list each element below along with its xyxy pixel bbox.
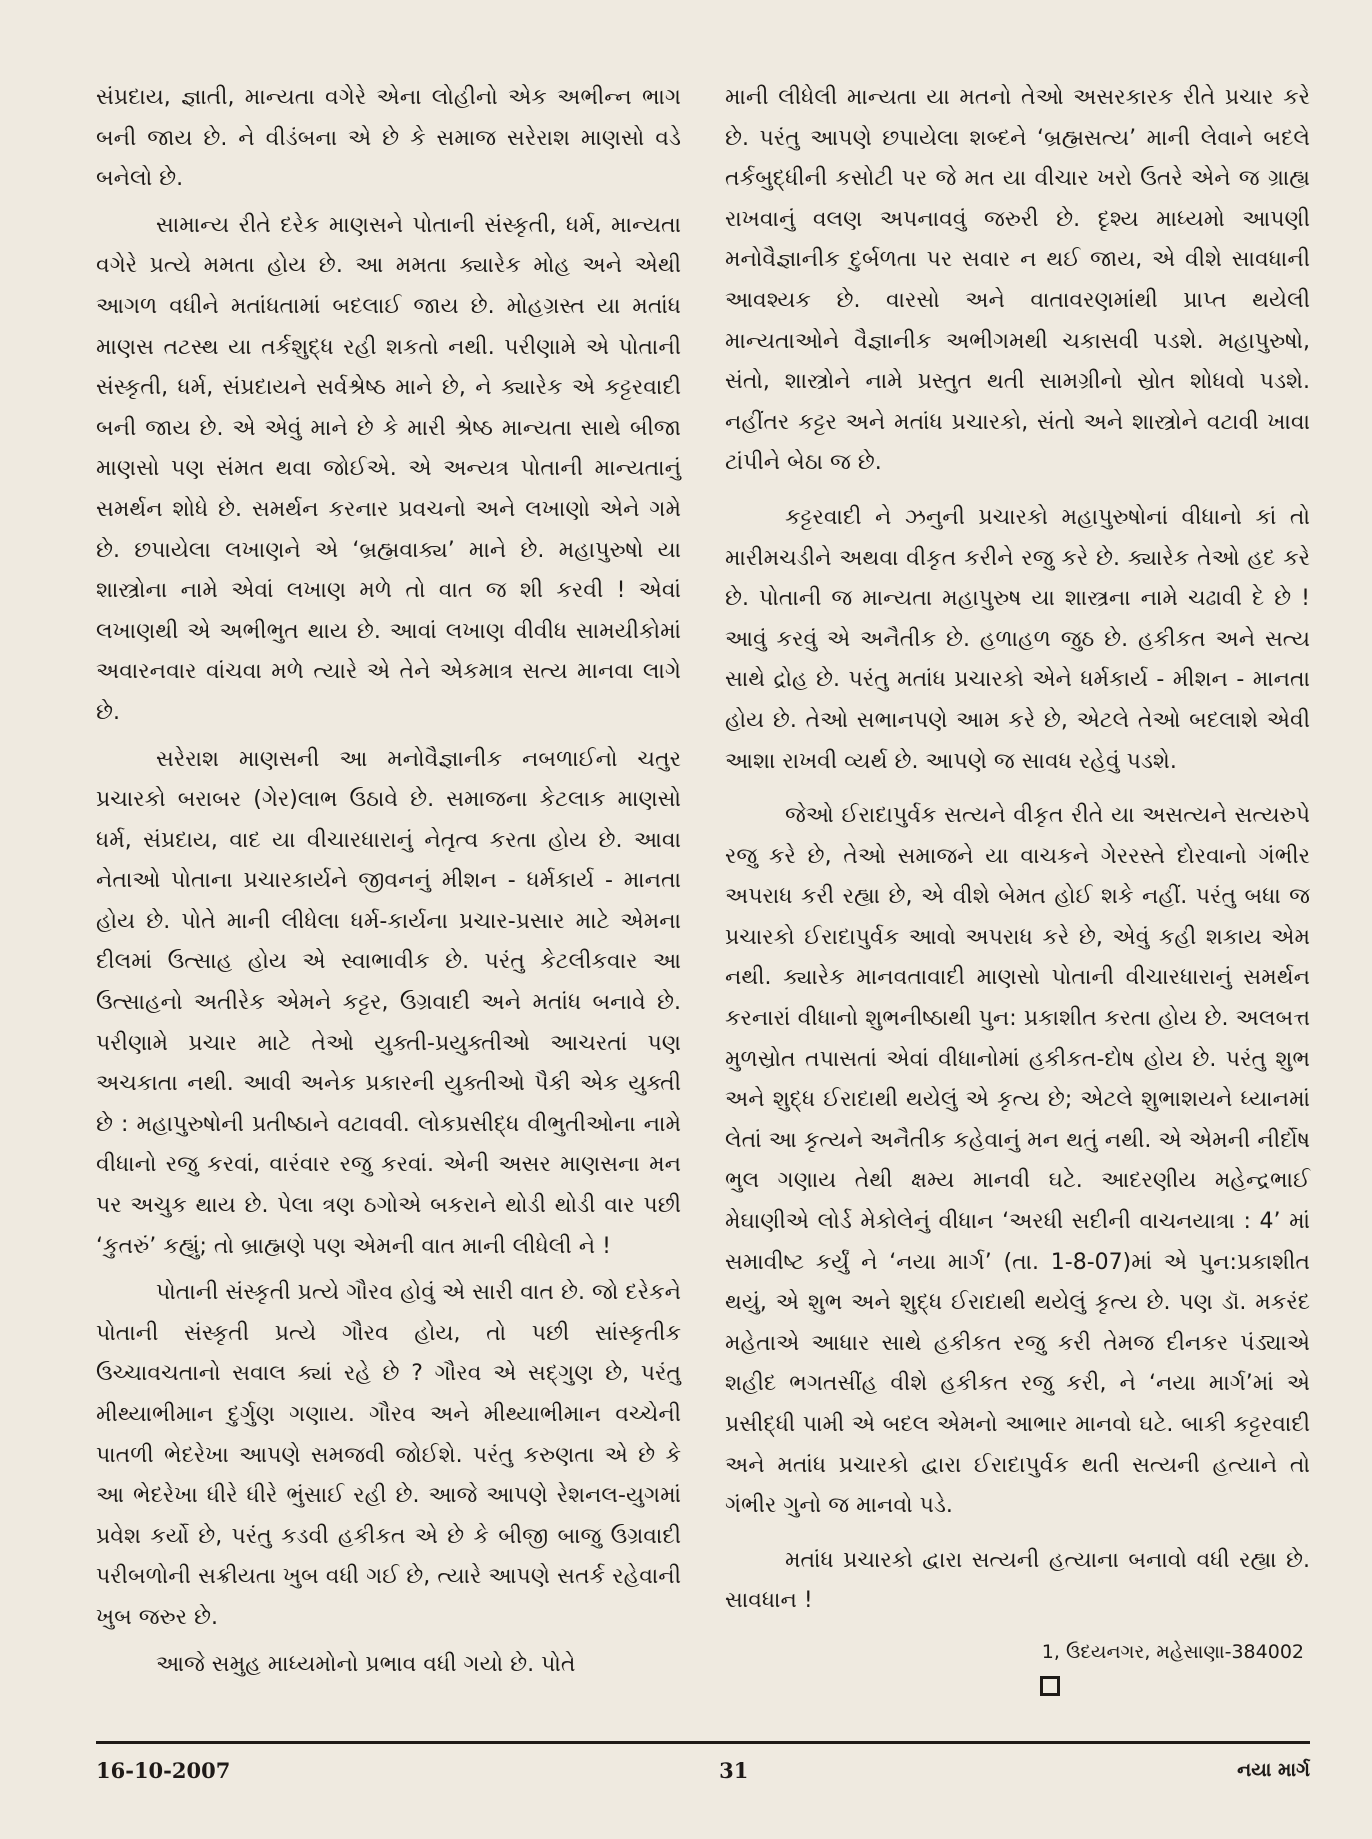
paragraph: સામાન્ય રીતે દરેક માણસને પોતાની સંસ્કૃતી, ધર્મ, માન્યતા વગેરે પ્રત્યે મમતા હોય છે. આ મમતા ક્યારેક મોહ અને એથી આગળ વધીને મતાંધતામાં બદલાઈ જાય છે. મોહગ્રસ્ત યા મતાંધ માણસ તટસ્થ યા તર્કશુદ્ધ રહી શકતો નથી. પરીણામે એ પોતાની સંસ્કૃતી, ધર્મ, સંપ્રદાયને સર્વશ્રેષ્ઠ માને છે, ને ક્યારેક એ કટ્ટરવાદી બની જાય છે. એ એવું માને છે કે મારી શ્રેષ્ઠ માન્યતા સાથે બીજા માણસો પણ સંમત થવા જોઈએ. એ અન્યત્ર પોતાની માન્યતાનું સમર્થન શોધે છે. સમર્થન કરનાર પ્રવચનો અને લખાણો એને ગમે છે. છપાયેલા લખાણને એ ‘બ્રહ્મવાક્ય’ માને છે. મહાપુરુષો યા શાસ્ત્રોના નામે એવાં લખાણ મળે તો વાત જ શી કરવી ! એવાં લખાણથી એ અભીભુત થાય છે. આવાં લખાણ વીવીધ સામયીકોમાં અવારનવાર વાંચવા મળે ત્યારે એ તેને એકમાત્ર સત્ય માનવા લાગે છે. bbox=[96, 212, 681, 725]
issue-date: 16-10-2007 bbox=[96, 1757, 231, 1783]
footer-divider bbox=[96, 1741, 1310, 1744]
author-address: 1, ઉદયનગર, મહેસાણા-384002 bbox=[1041, 1640, 1304, 1663]
paragraph: આજે સમુહ માધ્યમોનો પ્રભાવ વધી ગયો છે. પોતે bbox=[156, 1651, 576, 1677]
paragraph: સંપ્રદાય, જ્ઞાતી, માન્યતા વગેરે એના લોહીનો એક અભીન્ન ભાગ બની જાય છે. ને વીડંબના એ છે કે સમાજ સરેરાશ માણસો વડે બનેલો છે. bbox=[96, 85, 681, 192]
right-column bbox=[725, 78, 1310, 1718]
end-of-article-square-icon bbox=[1040, 1676, 1060, 1696]
paragraph: પોતાની સંસ્કૃતી પ્રત્યે ગૌરવ હોવું એ સારી વાત છે. જો દરેકને પોતાની સંસ્કૃતી પ્રત્યે ગૌરવ હોય, તો પછી સાંસ્કૃતીક ઉચ્ચાવચતાનો સવાલ ક્યાં રહે છે ? ગૌરવ એ સદ્‌ગુણ છે, પરંતુ મીથ્યાભીમાન દુર્ગુણ ગણાય. ગૌરવ અને મીથ્યાભીમાન વચ્ચેની પાતળી ભેદરેખા આપણે સમજવી જોઈશે. પરંતુ કરુણતા એ છે કે આ ભેદરેખા ધીરે ધીરે ભુંસાઈ રહી છે. આજે આપણે રેશનલ-યુગમાં પ્રવેશ કર્યો છે, પરંતુ કડવી હકીકત એ છે કે બીજી બાજુ ઉગ્રવાદી પરીબળોની સક્રીયતા ખુબ વધી ગઈ છે, ત્યારે આપણે સતર્ક રહેવાની ખુબ જરુર છે. bbox=[96, 1280, 681, 1630]
article-columns bbox=[96, 78, 1310, 1718]
paragraph: માની લીધેલી માન્યતા યા મતનો તેઓ અસરકારક રીતે પ્રચાર કરે છે. પરંતુ આપણે છપાયેલા શબ્દને ‘બ્રહ્મસત્ય’ માની લેવાને બદલે તર્કબુદ્ધીની કસોટી પર જે મત યા વીચાર ખરો ઉતરે એને જ ગ્રાહ્ય રાખવાનું વલણ અપનાવવું જરુરી છે. દૃશ્ય માધ્યમો આપણી મનોવૈજ્ઞાનીક દુર્બળતા પર સવાર ન થઈ જાય, એ વીશે સાવધાની આવશ્યક છે. વારસો અને વાતાવરણમાંથી પ્રાપ્ત થયેલી માન્યતાઓને વૈજ્ઞાનીક અભીગમથી ચકાસવી પડશે. મહાપુરુષો, સંતો, શાસ્ત્રોને નામે પ્રસ્તુત થતી સામગ્રીનો સ્રોત શોધવો પડશે. નહીંતર કટ્ટર અને મતાંધ પ્રચારકો, સંતો અને શાસ્ત્રોને વટાવી ખાવા ટાંપીને બેઠા જ છે. bbox=[725, 85, 1310, 476]
paragraph: કટ્ટરવાદી ને ઝનુની પ્રચારકો મહાપુરુષોનાં વીધાનો કાં તો મારીમચડીને અથવા વીકૃત કરીને રજુ કરે છે. ક્યારેક તેઓ હદ કરે છે. પોતાની જ માન્યતા મહાપુરુષ યા શાસ્ત્રના નામે ચઢાવી દે છે ! આવું કરવું એ અનૈતીક છે. હળાહળ જુઠ છે. હકીકત અને સત્ય સાથે દ્રોહ છે. પરંતુ મતાંધ પ્રચારકો એને ધર્મકાર્ય - મીશન - માનતા હોય છે. તેઓ સભાનપણે આમ કરે છે, એટલે તેઓ બદલાશે એવી આશા રાખવી વ્યર્થ છે. આપણે જ સાવધ રહેવું પડશે. bbox=[725, 504, 1310, 774]
left-column bbox=[96, 78, 681, 1718]
publication-title: નયા માર્ગ bbox=[1237, 1759, 1310, 1781]
page-number: 31 bbox=[719, 1757, 749, 1783]
paragraph: જેઓ ઈરાદાપુર્વક સત્યને વીકૃત રીતે યા અસત્યને સત્યરુપે રજુ કરે છે, તેઓ સમાજને યા વાચકને ગેરરસ્તે દોરવાનો ગંભીર અપરાધ કરી રહ્યા છે, એ વીશે બેમત હોઈ શકે નહીં. પરંતુ બધા જ પ્રચારકો ઈરાદાપુર્વક આવો અપરાધ કરે છે, એવું કહી શકાય એમ નથી. ક્યારેક માનવતાવાદી માણસો પોતાની વીચારધારાનું સમર્થન કરનારાં વીધાનો શુભનીષ્ઠાથી પુન: પ્રકાશીત કરતા હોય છે. અલબત્ત મુળસ્રોત તપાસતાં એવાં વીધાનોમાં હકીકત-દોષ હોય છે. પરંતુ શુભ અને શુદ્ધ ઈરાદાથી થયેલું એ કૃત્ય છે; એટલે શુભાશયને ધ્યાનમાં લેતાં આ કૃત્યને અનૈતીક કહેવાનું મન થતું નથી. એ એમની નીર્દોષ ભુલ ગણાય તેથી ક્ષમ્ય માનવી ઘટે. આદરણીય મહેન્દ્રભાઈ મેઘાણીએ લોર્ડ મેકોલેનું વીધાન ‘અરધી સદીની વાચનયાત્રા : 4’ માં સમાવીષ્ટ કર્યું ને ‘નયા માર્ગ’ (તા. 1-8-07)માં એ પુન:પ્રકાશીત થયું, એ શુભ અને શુદ્ધ ઈરાદાથી થયેલું કૃત્ય છે. પણ ડૉ. મકરંદ મહેતાએ આધાર સાથે હકીકત રજુ કરી તેમજ દીનકર પંડ્યાએ શહીદ ભગતસીંહ વીશે હકીકત રજુ કરી, ને ‘નયા માર્ગ’માં એ પ્રસીદ્ધી પામી એ બદલ એમનો આભાર માનવો ઘટે. બાકી કટ્ટરવાદી અને મતાંધ પ્રચારકો દ્વારા ઈરાદાપુર્વક થતી સત્યની હત્યાને તો ગંભીર ગુનો જ માનવો પડે. bbox=[725, 803, 1310, 1519]
paragraph: સરેરાશ માણસની આ મનોવૈજ્ઞાનીક નબળાઈનો ચતુર પ્રચારકો બરાબર (ગેર)લાભ ઉઠાવે છે. સમાજના કેટલાક માણસો ધર્મ, સંપ્રદાય, વાદ યા વીચારધારાનું નેતૃત્વ કરતા હોય છે. આવા નેતાઓ પોતાના પ્રચારકાર્યને જીવનનું મીશન - ધર્મકાર્ય - માનતા હોય છે. પોતે માની લીધેલા ધર્મ-કાર્યના પ્રચાર-પ્રસાર માટે એમના દીલમાં ઉત્સાહ હોય એ સ્વાભાવીક છે. પરંતુ કેટલીકવાર આ ઉત્સાહનો અતીરેક એમને કટ્ટર, ઉગ્રવાદી અને મતાંધ બનાવે છે. પરીણામે પ્રચાર માટે તેઓ યુક્તી-પ્રયુક્તીઓ આચરતાં પણ અચકાતા નથી. આવી અનેક પ્રકારની યુક્તીઓ પૈકી એક યુક્તી છે : મહાપુરુષોની પ્રતીષ્ઠાને વટાવવી. લોકપ્રસીદ્ધ વીભુતીઓના નામે વીધાનો રજુ કરવાં, વારંવાર રજુ કરવાં. એની અસર માણસના મન પર અચુક થાય છે. પેલા ત્રણ ઠગોએ બકરાને થોડી થોડી વાર પછી ‘કુતરું’ કહ્યું; તો બ્રાહ્મણે પણ એમની વાત માની લીધેલી ને ! bbox=[96, 746, 681, 1259]
paragraph: મતાંધ પ્રચારકો દ્વારા સત્યની હત્યાના બનાવો વધી રહ્યા છે. સાવધાન ! bbox=[725, 1547, 1310, 1614]
page-footer bbox=[96, 1752, 1310, 1788]
